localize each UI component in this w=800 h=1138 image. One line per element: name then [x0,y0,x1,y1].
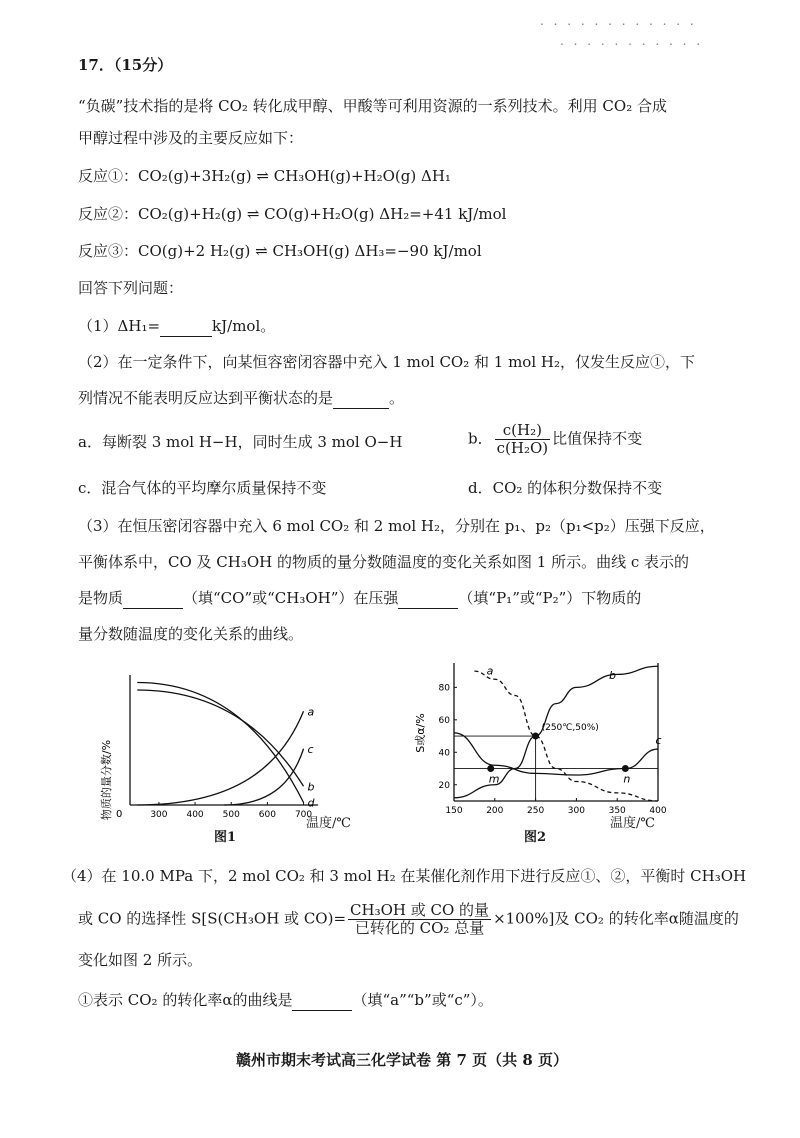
margin-dots: . . . . . . . . . . . . [540,14,697,28]
option-b [468,422,642,457]
fig1-curve-c [224,749,304,805]
question-3-line2: 平衡体系中，CO 及 CH₃OH 的物质的量分数随温度的变化关系如图 1 所示。曲线 c 表示的 [78,553,690,571]
fig2-x-tick-label: 400 [649,806,667,816]
fig1-ylabel: 物质的量分数/% [100,739,113,821]
figure-2-caption: 图2 [524,830,547,845]
q3-text-c: （填“P₁”或“P₂”）下物质的 [458,589,642,607]
answer-prompt: 回答下列问题： [78,279,184,297]
fig2-curve-label: b [609,669,617,683]
question-3-line4: 量分数随温度的变化关系的曲线。 [78,625,304,643]
fig1-origin: 0 [116,809,123,820]
q2-end: 。 [389,389,405,407]
fraction-numerator: CH₃OH 或 CO 的量 [350,901,490,919]
fig2-point [532,733,539,740]
fig2-y-tick-label: 20 [438,780,450,791]
fig1-tick-label: 500 [222,810,240,820]
selectivity-fraction [348,902,491,937]
figure-1-chart [90,665,330,840]
reaction-3: 反应③：CO(g)+2 H₂(g) ⇌ CH₃OH(g) ΔH₃=−90 kJ/mol [78,242,482,260]
fraction-denominator: c(H₂O) [496,439,549,457]
fig1-tick-label: 600 [258,810,276,820]
fig1-curve-label: c [307,742,314,756]
fig1-tick-label: 700 [294,810,313,820]
fig1-curve-label: a [307,705,315,719]
question-4-line3: 变化如图 2 所示。 [78,951,203,969]
page-footer: 赣州市期末考试高三化学试卷 第 7 页（共 8 页） [236,1051,568,1069]
q4-sub1-text: ①表示 CO₂ 的转化率α的曲线是 [78,991,293,1009]
option-c: c．混合气体的平均摩尔质量保持不变 [78,479,327,497]
fig2-x-tick-label: 350 [608,806,626,816]
fraction-numerator: c(H₂) [495,422,551,440]
question-2-line2 [78,388,404,409]
fig1-curve-a [137,711,303,805]
fig2-ylabel: S或α/% [414,713,427,753]
fig2-y-tick-label: 80 [438,683,450,694]
fig2-curve-label: a [486,664,494,678]
answer-blank [292,990,352,1011]
fig2-x-tick-label: 200 [486,806,504,816]
answer-blank [160,316,212,337]
reaction-1: 反应①：CO₂(g)+3H₂(g) ⇌ CH₃OH(g)+H₂O(g) ΔH₁ [78,167,451,185]
q1-suffix: kJ/mol。 [212,317,276,335]
q4-text-post: ×100%]及 CO₂ 的转化率α随温度的 [493,909,739,928]
fig2-y-tick-label: 60 [438,715,450,726]
fig2-x-tick-label: 250 [527,806,545,816]
question-header: 17．（15分） [78,56,173,74]
ratio-fraction [495,422,551,457]
fig2-point-label: n [623,772,631,786]
fig2-x-tick-label: 150 [445,806,463,816]
answer-blank [123,588,183,609]
figure-2-chart [410,655,670,820]
fig2-point [622,765,629,772]
answer-blank [398,588,458,609]
fig2-y-tick-label: 40 [438,748,450,759]
q4-text-pre: 或 CO 的选择性 S[S(CH₃OH 或 CO)= [78,909,347,928]
fig1-curve-label: b [307,780,315,794]
fraction-denominator: 已转化的 CO₂ 总量 [354,919,485,937]
question-4-line1: （4）在 10.0 MPa 下，2 mol CO₂ 和 3 mol H₂ 在某催化剂作用下进行反应①、②，平衡时 CH₃OH [62,867,747,885]
question-3-line3 [78,588,641,609]
fig2-point-label: m [488,772,500,786]
question-4-sub1 [78,990,493,1011]
q1-prefix: （1）ΔH₁= [78,317,161,335]
q2-text: 列情况不能表明反应达到平衡状态的是 [78,389,334,407]
fig2-point-label: (250℃,50%) [541,723,599,734]
figure-1-caption: 图1 [214,830,237,845]
question-1 [78,316,275,337]
fig2-point [487,765,494,772]
margin-dots: . . . . . . . . . . . [560,34,704,48]
q3-text-b: （填“CO”或“CH₃OH”）在压强 [183,589,399,607]
q3-text-a: 是物质 [78,589,124,607]
intro-line: 甲醇过程中涉及的主要反应如下： [78,129,304,147]
reaction-2: 反应②：CO₂(g)+H₂(g) ⇌ CO(g)+H₂O(g) ΔH₂=+41 kJ/mol [78,205,507,223]
fig1-tick-label: 400 [186,810,204,820]
intro-line: “负碳”技术指的是将 CO₂ 转化成甲醇、甲酸等可利用资源的一系列技术。利用 CO₂ 合成 [78,97,667,115]
figure-1-xlabel: 温度/℃ [306,816,351,831]
option-b-text: 比值保持不变 [552,429,643,448]
q4-sub1-end: （填“a”“b”或“c”）。 [352,991,493,1009]
question-2-line1: （2）在一定条件下，向某恒容密闭容器中充入 1 mol CO₂ 和 1 mol H₂，仅发生反应①，下 [78,353,695,371]
question-3-line1: （3）在恒压密闭容器中充入 6 mol CO₂ 和 2 mol H₂，分别在 p₁、p₂（p₁<p₂）压强下反应， [78,517,715,535]
fig1-curve-label: d [307,796,315,810]
question-4-line2 [78,902,739,937]
fig2-curve-label: c [655,734,662,748]
option-d: d．CO₂ 的体积分数保持不变 [468,479,663,497]
fig1-tick-label: 300 [150,810,168,820]
figure-2-xlabel: 温度/℃ [610,816,655,831]
option-b-label: b． [468,429,493,448]
fig1-curve-d [137,683,303,803]
answer-blank [333,388,389,409]
fig2-x-tick-label: 300 [567,806,585,816]
option-a: a．每断裂 3 mol H−H，同时生成 3 mol O−H [78,433,403,451]
